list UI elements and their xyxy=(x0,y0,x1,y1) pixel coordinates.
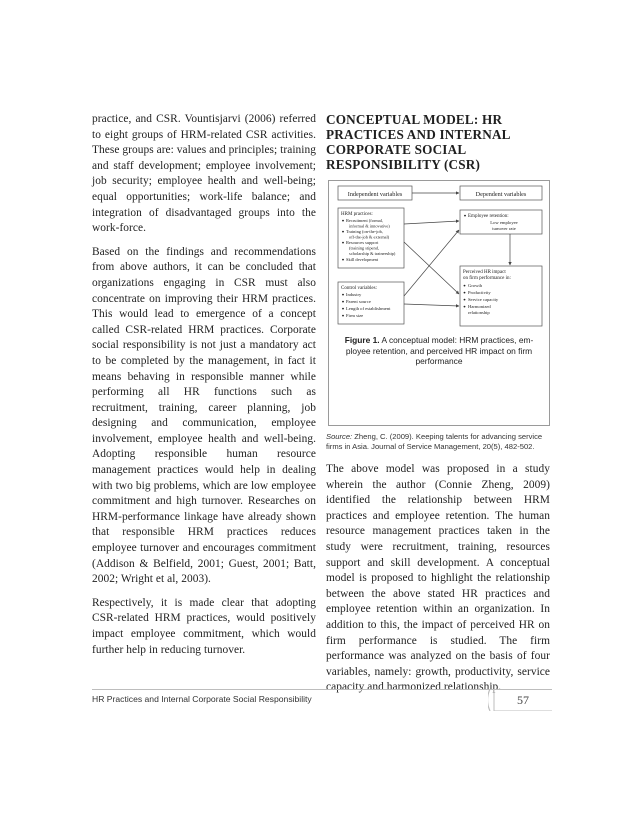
running-footer-title: HR Practices and Internal Corporate Social Responsibility xyxy=(92,694,312,704)
impact-item-2: Productivity xyxy=(468,290,491,295)
figure-caption xyxy=(335,335,543,367)
hrm-item-4: off-the-job & external) xyxy=(349,234,390,240)
hrm-item-3: Training (on-the-job, xyxy=(346,229,383,234)
right-column xyxy=(326,112,550,704)
hrm-item-1: Recruitment (formal, xyxy=(346,218,384,223)
left-paragraph-1: practice, and CSR. Vountisjarvi (2006) referred to eight groups of HRM-related CSR activities. These groups are: values and principles; training and staff development; employee involvement; job security; employee health and well-being; equal opportunities; work-life balance; and integration of disadvantaged groups into the work-force. xyxy=(92,113,316,235)
retention-item-1: Low employee xyxy=(490,220,518,225)
dependent-variables-label: Dependent variables xyxy=(475,191,527,198)
figure-caption-text: A conceptual model: HRM practices, em-ployee retention, and perceived HR impact on firm performance xyxy=(345,335,534,366)
perceived-hr-impact-box xyxy=(460,266,542,326)
impact-title-2: on firm performance in: xyxy=(463,276,511,281)
left-column xyxy=(92,112,316,666)
control-item-3: Length of establishment xyxy=(346,306,391,311)
hrm-item-6: (training stipend, xyxy=(349,245,379,251)
impact-title: Perceived HR impact xyxy=(463,270,506,275)
figure-caption-label: Figure 1. xyxy=(344,335,380,345)
conceptual-model-diagram xyxy=(332,184,546,330)
impact-item-3: Service capacity xyxy=(468,297,499,302)
control-item-1: Industry xyxy=(346,292,362,297)
retention-title: Employee retention: xyxy=(468,214,509,219)
retention-bullet xyxy=(464,215,466,217)
independent-variables-label: Independent variables xyxy=(347,191,403,198)
right-paragraph: The above model was proposed in a study wherein the author (Connie Zheng, 2009) identified the relationship between HRM practices and employee retention. The human resource management practices taken in the study were recruitment, training, resources support and skill development. A conceptual model is proposed to highlight the relationship between the above stated HR practices and employee retention within an organization. In addition to this, the impact of perceived HR on firm performance is studied. The firm performance was analyzed on the basis of four variables, namely: growth, productivity, service capacity and harmonized relationship. xyxy=(326,463,550,694)
left-paragraph-3: Respectively, it is made clear that adopting CSR-related HRM practices, would positively impact employee commitment, which would further help in reducing turnover. xyxy=(92,596,316,656)
section-heading: CONCEPTUAL MODEL: HR PRACTICES AND INTERNAL CORPORATE SOCIAL RESPONSIBILITY (CSR) xyxy=(326,112,510,172)
hrm-item-8: Skill development xyxy=(346,257,379,262)
hrm-practices-title: HRM practices: xyxy=(341,212,373,217)
left-paragraph-2: Based on the findings and recommendations from above authors, it can be concluded that organizations engaging in CSR must also concentrate on improving their HRM practices. This would lead to emergence of a concept called CSR-related HRM practices. Corporate social responsibility is not just a mandatory act to be completed by the management, in fact it means behaving in responsible manner while performing all HR functions such as recruitment, training, career planning, job designing and communication, employee involvement, employee health and well-being. Adopting responsible human resource management practices would help in dealing with two big problems, which are low employee commitment and high turnover. Researches on HRM-performance linkage have already shown that responsible HRM practices reduces employee turnover and encourages commitment (Addison & Belfield, 2001; Guest, 2001; Batt, 2002; Wright et al, 2003). xyxy=(92,245,316,586)
control-title: Control variables: xyxy=(341,286,377,291)
hrm-item-5: Resources support xyxy=(346,240,379,245)
hrm-item-2: informal & innovative) xyxy=(349,223,390,229)
footer-rule xyxy=(92,689,552,690)
hrm-item-7: scholarship & traineeship) xyxy=(349,251,396,256)
control-item-4: Firm size xyxy=(346,313,364,318)
source-text: Zheng, C. (2009). Keeping talents for advancing service firms in Asia. Journal of Service Management, 20(5), 482-502. xyxy=(326,432,543,451)
figure-source xyxy=(326,432,550,452)
page-number: 57 xyxy=(517,693,529,707)
source-label: Source: xyxy=(326,432,353,441)
impact-item-1: Growth xyxy=(468,283,483,288)
control-item-2: Parent source xyxy=(346,299,371,304)
retention-item-2: turnover rate xyxy=(492,226,516,231)
impact-item-4: Harmonized xyxy=(468,304,491,309)
figure-1 xyxy=(328,180,550,426)
impact-item-5: relationship xyxy=(468,310,490,315)
